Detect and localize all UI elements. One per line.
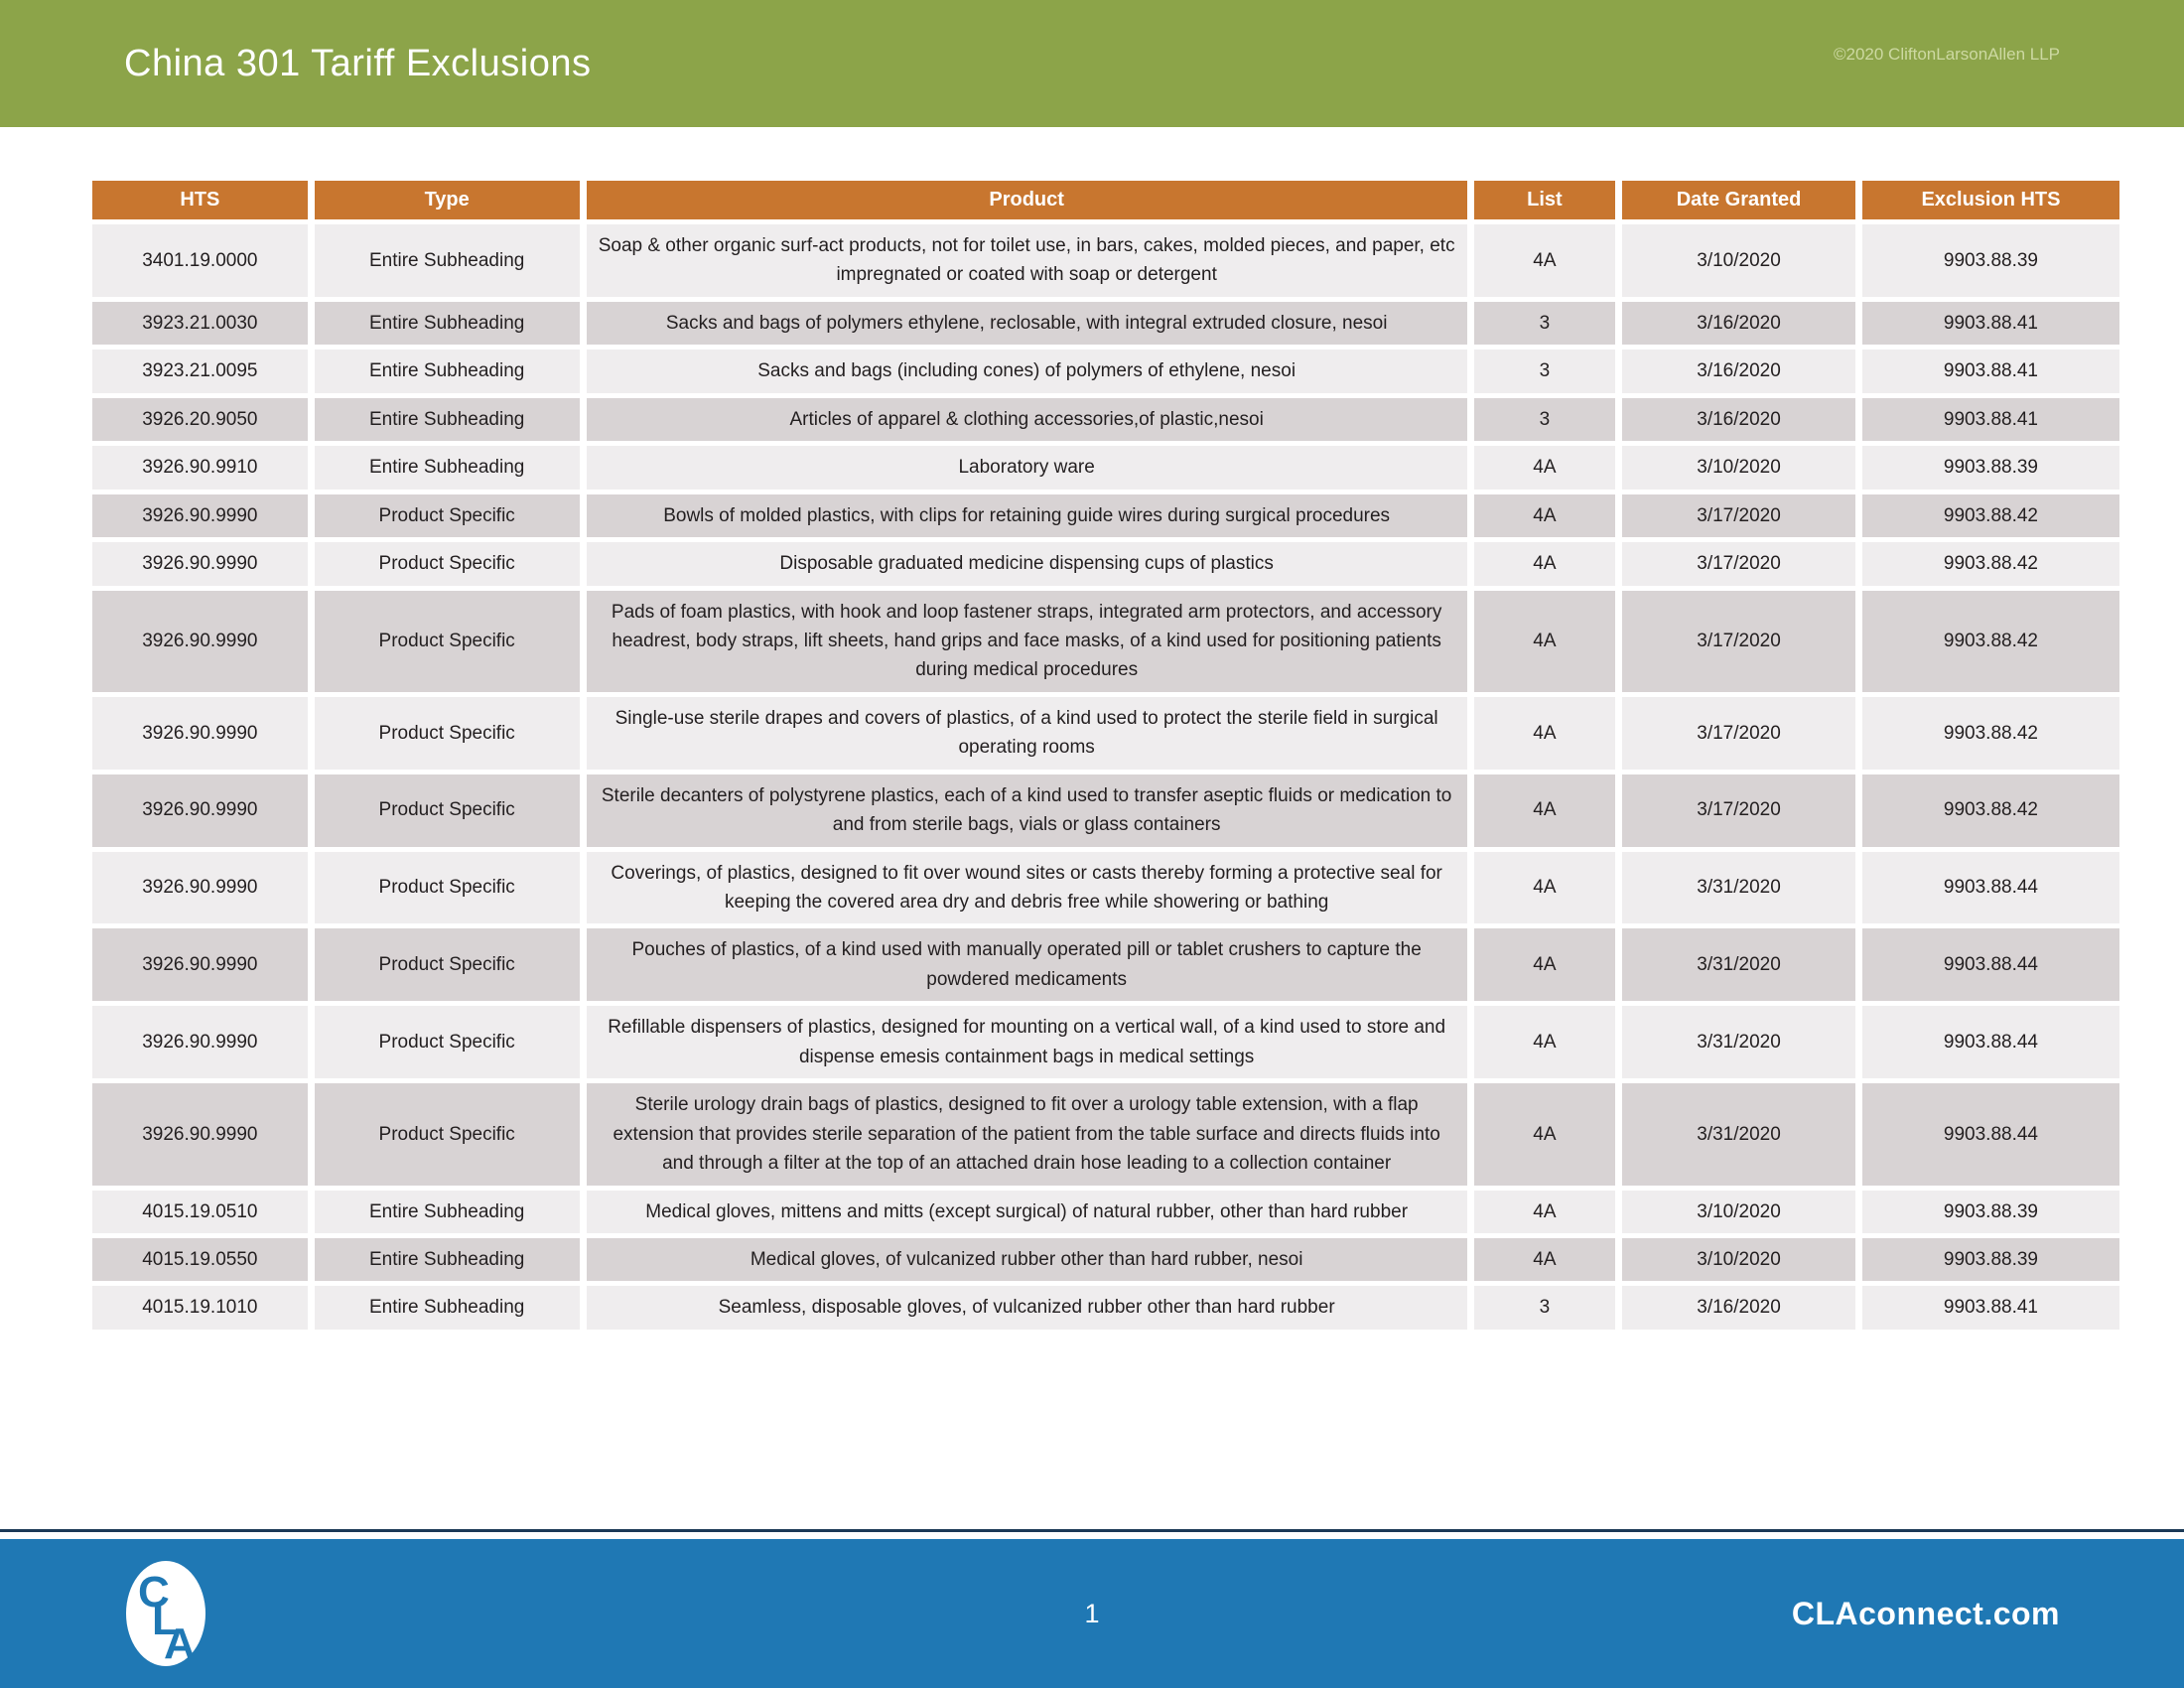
table-row bbox=[92, 302, 2119, 345]
table-body bbox=[92, 224, 2119, 1330]
table-row bbox=[92, 446, 2119, 489]
cell-exclusion-hts: 9903.88.44 bbox=[1862, 852, 2119, 924]
cell-hts: 4015.19.0510 bbox=[92, 1191, 308, 1233]
table-row bbox=[92, 1191, 2119, 1233]
cell-list: 4A bbox=[1474, 697, 1615, 770]
cell-product: Sterile decanters of polystyrene plastics, each of a kind used to transfer aseptic fluids or medication to and from sterile bags, vials or glass containers bbox=[587, 774, 1467, 847]
table-container bbox=[85, 176, 2126, 1335]
svg-text:C: C bbox=[138, 1568, 170, 1617]
column-header-type: Type bbox=[315, 181, 580, 219]
cell-product: Refillable dispensers of plastics, designed for mounting on a vertical wall, of a kind used to store and dispense emesis containment bags in medical settings bbox=[587, 1006, 1467, 1078]
cell-type: Product Specific bbox=[315, 591, 580, 692]
cell-date-granted: 3/16/2020 bbox=[1622, 1286, 1855, 1329]
cell-hts: 3923.21.0030 bbox=[92, 302, 308, 345]
cell-hts: 4015.19.0550 bbox=[92, 1238, 308, 1281]
cell-list: 4A bbox=[1474, 1006, 1615, 1078]
cell-date-granted: 3/17/2020 bbox=[1622, 542, 1855, 585]
page-number: 1 bbox=[1084, 1598, 1100, 1628]
website-link[interactable]: CLAconnect.com bbox=[1791, 1595, 2060, 1631]
column-header-date-granted: Date Granted bbox=[1622, 181, 1855, 219]
cell-hts: 3401.19.0000 bbox=[92, 224, 308, 297]
table-row bbox=[92, 350, 2119, 392]
cell-type: Product Specific bbox=[315, 852, 580, 924]
cell-date-granted: 3/10/2020 bbox=[1622, 446, 1855, 489]
cell-type: Entire Subheading bbox=[315, 224, 580, 297]
table-row bbox=[92, 494, 2119, 537]
cell-list: 4A bbox=[1474, 446, 1615, 489]
cell-exclusion-hts: 9903.88.42 bbox=[1862, 591, 2119, 692]
cell-product: Disposable graduated medicine dispensing cups of plastics bbox=[587, 542, 1467, 585]
cell-exclusion-hts: 9903.88.39 bbox=[1862, 224, 2119, 297]
cell-hts: 3926.90.9990 bbox=[92, 774, 308, 847]
table-row bbox=[92, 1006, 2119, 1078]
cell-exclusion-hts: 9903.88.41 bbox=[1862, 1286, 2119, 1329]
table-header-row bbox=[92, 181, 2119, 219]
cell-hts: 3923.21.0095 bbox=[92, 350, 308, 392]
cell-list: 4A bbox=[1474, 224, 1615, 297]
cell-hts: 3926.90.9990 bbox=[92, 591, 308, 692]
column-header-list: List bbox=[1474, 181, 1615, 219]
cell-hts: 3926.90.9990 bbox=[92, 1006, 308, 1078]
cell-exclusion-hts: 9903.88.39 bbox=[1862, 1238, 2119, 1281]
column-header-product: Product bbox=[587, 181, 1467, 219]
cell-list: 4A bbox=[1474, 542, 1615, 585]
cell-type: Entire Subheading bbox=[315, 446, 580, 489]
cell-hts: 3926.90.9990 bbox=[92, 542, 308, 585]
table-row bbox=[92, 1238, 2119, 1281]
svg-text:A: A bbox=[164, 1619, 196, 1668]
cell-date-granted: 3/31/2020 bbox=[1622, 1006, 1855, 1078]
cell-exclusion-hts: 9903.88.42 bbox=[1862, 774, 2119, 847]
cell-product: Single-use sterile drapes and covers of plastics, of a kind used to protect the sterile field in surgical operating rooms bbox=[587, 697, 1467, 770]
cell-product: Sterile urology drain bags of plastics, designed to fit over a urology table extension, with a flap extension that provides sterile separation of the patient from the table surface and directs fluids into and through a filter at the top of an attached drain hose leading to a collection container bbox=[587, 1083, 1467, 1185]
cell-hts: 3926.20.9050 bbox=[92, 398, 308, 441]
cell-list: 4A bbox=[1474, 852, 1615, 924]
column-header-hts: HTS bbox=[92, 181, 308, 219]
cell-type: Entire Subheading bbox=[315, 302, 580, 345]
table-row bbox=[92, 398, 2119, 441]
cell-list: 3 bbox=[1474, 398, 1615, 441]
cell-product: Sacks and bags (including cones) of polymers of ethylene, nesoi bbox=[587, 350, 1467, 392]
cell-date-granted: 3/31/2020 bbox=[1622, 852, 1855, 924]
cell-date-granted: 3/17/2020 bbox=[1622, 697, 1855, 770]
cell-exclusion-hts: 9903.88.39 bbox=[1862, 446, 2119, 489]
cell-date-granted: 3/10/2020 bbox=[1622, 1191, 1855, 1233]
cell-date-granted: 3/17/2020 bbox=[1622, 494, 1855, 537]
table-row bbox=[92, 852, 2119, 924]
cell-list: 4A bbox=[1474, 494, 1615, 537]
cell-type: Product Specific bbox=[315, 542, 580, 585]
cell-exclusion-hts: 9903.88.41 bbox=[1862, 398, 2119, 441]
cell-product: Medical gloves, mittens and mitts (except surgical) of natural rubber, other than hard rubber bbox=[587, 1191, 1467, 1233]
table-row bbox=[92, 697, 2119, 770]
cell-hts: 3926.90.9990 bbox=[92, 1083, 308, 1185]
cell-product: Seamless, disposable gloves, of vulcanized rubber other than hard rubber bbox=[587, 1286, 1467, 1329]
cell-exclusion-hts: 9903.88.42 bbox=[1862, 697, 2119, 770]
cell-product: Soap & other organic surf-act products, not for toilet use, in bars, cakes, molded pieces, and paper, etc impregnated or coated with soap or detergent bbox=[587, 224, 1467, 297]
copyright-text: ©2020 CliftonLarsonAllen LLP bbox=[1833, 45, 2060, 64]
cell-exclusion-hts: 9903.88.44 bbox=[1862, 1006, 2119, 1078]
cell-type: Product Specific bbox=[315, 1006, 580, 1078]
cell-hts: 3926.90.9990 bbox=[92, 697, 308, 770]
table-row bbox=[92, 928, 2119, 1001]
cell-type: Product Specific bbox=[315, 1083, 580, 1185]
cell-type: Product Specific bbox=[315, 494, 580, 537]
cell-exclusion-hts: 9903.88.42 bbox=[1862, 542, 2119, 585]
cell-list: 4A bbox=[1474, 928, 1615, 1001]
cell-type: Product Specific bbox=[315, 697, 580, 770]
table-row bbox=[92, 591, 2119, 692]
cell-type: Entire Subheading bbox=[315, 398, 580, 441]
cell-date-granted: 3/17/2020 bbox=[1622, 591, 1855, 692]
cell-type: Product Specific bbox=[315, 928, 580, 1001]
cell-product: Pouches of plastics, of a kind used with manually operated pill or tablet crushers to capture the powdered medicaments bbox=[587, 928, 1467, 1001]
cell-product: Sacks and bags of polymers ethylene, reclosable, with integral extruded closure, nesoi bbox=[587, 302, 1467, 345]
cell-date-granted: 3/17/2020 bbox=[1622, 774, 1855, 847]
cell-list: 4A bbox=[1474, 1238, 1615, 1281]
cell-list: 4A bbox=[1474, 1083, 1615, 1185]
cell-exclusion-hts: 9903.88.39 bbox=[1862, 1191, 2119, 1233]
cell-exclusion-hts: 9903.88.41 bbox=[1862, 302, 2119, 345]
page-header bbox=[0, 0, 2184, 127]
cell-exclusion-hts: 9903.88.44 bbox=[1862, 928, 2119, 1001]
cell-list: 4A bbox=[1474, 774, 1615, 847]
cell-date-granted: 3/16/2020 bbox=[1622, 302, 1855, 345]
cell-date-granted: 3/10/2020 bbox=[1622, 1238, 1855, 1281]
cell-date-granted: 3/16/2020 bbox=[1622, 398, 1855, 441]
page-title: China 301 Tariff Exclusions bbox=[124, 42, 592, 84]
table-row bbox=[92, 542, 2119, 585]
cell-type: Entire Subheading bbox=[315, 350, 580, 392]
cell-type: Entire Subheading bbox=[315, 1286, 580, 1329]
cell-list: 4A bbox=[1474, 591, 1615, 692]
column-header-exclusion-hts: Exclusion HTS bbox=[1862, 181, 2119, 219]
cell-product: Laboratory ware bbox=[587, 446, 1467, 489]
cell-date-granted: 3/31/2020 bbox=[1622, 928, 1855, 1001]
cell-hts: 3926.90.9910 bbox=[92, 446, 308, 489]
cell-type: Product Specific bbox=[315, 774, 580, 847]
cell-list: 4A bbox=[1474, 1191, 1615, 1233]
cell-product: Articles of apparel & clothing accessories,of plastic,nesoi bbox=[587, 398, 1467, 441]
cell-date-granted: 3/16/2020 bbox=[1622, 350, 1855, 392]
page-footer bbox=[0, 1539, 2184, 1688]
cell-list: 3 bbox=[1474, 350, 1615, 392]
table-row bbox=[92, 774, 2119, 847]
cell-hts: 3926.90.9990 bbox=[92, 852, 308, 924]
cla-logo-icon bbox=[124, 1559, 207, 1668]
cell-type: Entire Subheading bbox=[315, 1238, 580, 1281]
cell-exclusion-hts: 9903.88.44 bbox=[1862, 1083, 2119, 1185]
cell-type: Entire Subheading bbox=[315, 1191, 580, 1233]
cell-product: Medical gloves, of vulcanized rubber other than hard rubber, nesoi bbox=[587, 1238, 1467, 1281]
table-row bbox=[92, 224, 2119, 297]
tariff-exclusions-table bbox=[85, 176, 2126, 1335]
cell-exclusion-hts: 9903.88.42 bbox=[1862, 494, 2119, 537]
cell-hts: 3926.90.9990 bbox=[92, 928, 308, 1001]
cell-product: Coverings, of plastics, designed to fit over wound sites or casts thereby forming a protective seal for keeping the covered area dry and debris free while showering or bathing bbox=[587, 852, 1467, 924]
cell-product: Bowls of molded plastics, with clips for retaining guide wires during surgical procedures bbox=[587, 494, 1467, 537]
footer-top-rule bbox=[0, 1529, 2184, 1532]
cell-hts: 3926.90.9990 bbox=[92, 494, 308, 537]
table-row bbox=[92, 1286, 2119, 1329]
cell-date-granted: 3/31/2020 bbox=[1622, 1083, 1855, 1185]
table-row bbox=[92, 1083, 2119, 1185]
svg-text:L: L bbox=[152, 1596, 179, 1644]
cell-hts: 4015.19.1010 bbox=[92, 1286, 308, 1329]
cell-list: 3 bbox=[1474, 302, 1615, 345]
cell-list: 3 bbox=[1474, 1286, 1615, 1329]
cell-product: Pads of foam plastics, with hook and loop fastener straps, integrated arm protectors, and accessory headrest, body straps, lift sheets, hand grips and face masks, of a kind used for positioning patients during medical procedures bbox=[587, 591, 1467, 692]
cell-date-granted: 3/10/2020 bbox=[1622, 224, 1855, 297]
cell-exclusion-hts: 9903.88.41 bbox=[1862, 350, 2119, 392]
